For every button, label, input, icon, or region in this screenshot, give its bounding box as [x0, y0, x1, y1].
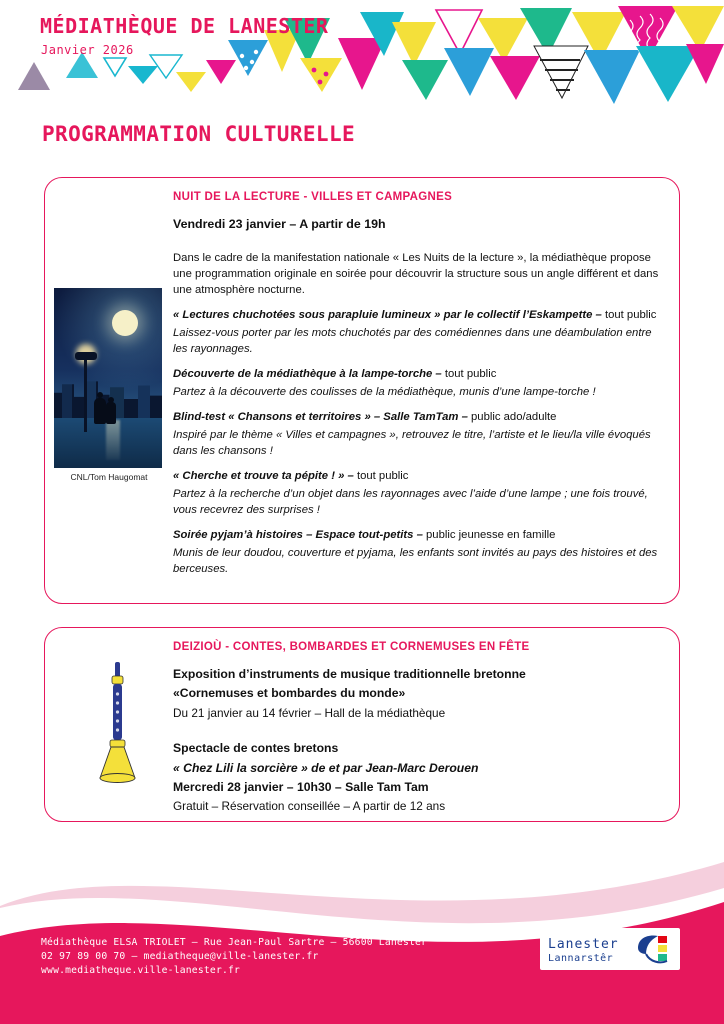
- item-audience: public ado/adulte: [467, 410, 557, 423]
- item-audience: public jeunesse en famille: [422, 529, 556, 542]
- item-title: Blind-test « Chansons et territoires » – Salle TamTam –: [173, 410, 468, 423]
- item-title: « Lectures chuchotées sous parapluie lumineux » par le collectif l’Eskampette –: [173, 308, 602, 321]
- event-heading: NUIT DE LA LECTURE - VILLES ET CAMPAGNES: [173, 191, 453, 203]
- item-title: Soirée pyjam’à histoires – Espace tout-petits –: [173, 529, 423, 542]
- event-intro: Dans le cadre de la manifestation nationale « Les Nuits de la lecture », la médiathèque propose une programmation originale en soirée pour découvrir la structure sous un angle différent et dans une atmosphère nocturne.: [173, 251, 659, 296]
- expo-title-line1: Exposition d’instruments de musique traditionnelle bretonne: [173, 667, 526, 681]
- page-header: [0, 0, 724, 110]
- item-audience: tout public: [441, 367, 497, 380]
- item-text: Partez à la découverte des coulisses de la médiathèque, munis d’une lampe-torche !: [173, 385, 596, 398]
- event-body: [173, 216, 663, 586]
- footer-title: INFORMATIONS ET RÉSERVATIONS: [40, 908, 260, 923]
- event-body: [173, 666, 643, 817]
- event-date: Vendredi 23 janvier – A partir de 19h: [173, 217, 386, 231]
- footer-address: Médiathèque ELSA TRIOLET – Rue Jean-Paul Sartre – 56600 Lanester: [41, 937, 428, 948]
- spectacle-date: Mercredi 28 janvier – 10h30 – Salle Tam Tam: [173, 780, 429, 795]
- item-text: Laissez-vous porter par les mots chuchotés par des comédiennes dans une déambulation entre les rayonnages.: [173, 326, 652, 355]
- footer-contact[interactable]: 02 97 89 00 70 – mediatheque@ville-lanester.fr: [41, 951, 319, 963]
- expo-title-line2: «Cornemuses et bombardes du monde»: [173, 686, 406, 701]
- event-heading: DEIZIOÙ - CONTES, BOMBARDES ET CORNEMUSES EN FÊTE: [173, 641, 530, 653]
- event-card-nuit-de-la-lecture: [44, 177, 680, 604]
- event-illustration-wrap: [54, 288, 164, 482]
- item-text: Partez à la recherche d’un objet dans les rayonnages avec l’aide d’une lampe ; une fois trouvé, vous recevrez des surprises !: [173, 487, 648, 517]
- spectacle-info: Gratuit – Réservation conseillée – A partir de 12 ans: [173, 799, 446, 814]
- issue-month: Janvier 2026: [41, 43, 134, 57]
- image-credit: CNL/Tom Haugomat: [70, 472, 148, 482]
- item-audience: tout public: [601, 308, 657, 321]
- footer-website[interactable]: www.mediatheque.ville-lanester.fr: [41, 965, 241, 977]
- item-title: « Cherche et trouve ta pépite ! » –: [173, 469, 354, 482]
- bombarde-instrument-icon: [89, 658, 149, 790]
- item-audience: tout public: [353, 469, 409, 482]
- organisation-title: MÉDIATHÈQUE DE LANESTER: [40, 14, 329, 38]
- expo-dates: Du 21 janvier au 14 février – Hall de la médiathèque: [173, 705, 446, 720]
- event-card-deiziou: [44, 627, 680, 822]
- page-title: PROGRAMMATION CULTURELLE: [42, 122, 356, 146]
- lanester-logo: [540, 928, 680, 970]
- spectacle-subtitle: « Chez Lili la sorcière » de et par Jean-Marc Derouen: [173, 760, 479, 775]
- item-text: Munis de leur doudou, couverture et pyjama, les enfants sont invités au pays des histoires et des berceuses.: [173, 547, 658, 576]
- item-title: Découverte de la médiathèque à la lampe-torche –: [173, 367, 442, 380]
- spectacle-title: Spectacle de contes bretons: [173, 741, 339, 756]
- night-scene-illustration: [54, 288, 162, 468]
- logo-line-1: Lanester: [548, 937, 619, 952]
- logo-line-2: Lannarstêr: [548, 953, 614, 964]
- footer-contact-block: [41, 936, 427, 978]
- item-text: Inspiré par le thème « Villes et campagnes », retrouvez le titre, l’artiste et le lieu/la ville évoqués dans les chansons !: [173, 428, 651, 457]
